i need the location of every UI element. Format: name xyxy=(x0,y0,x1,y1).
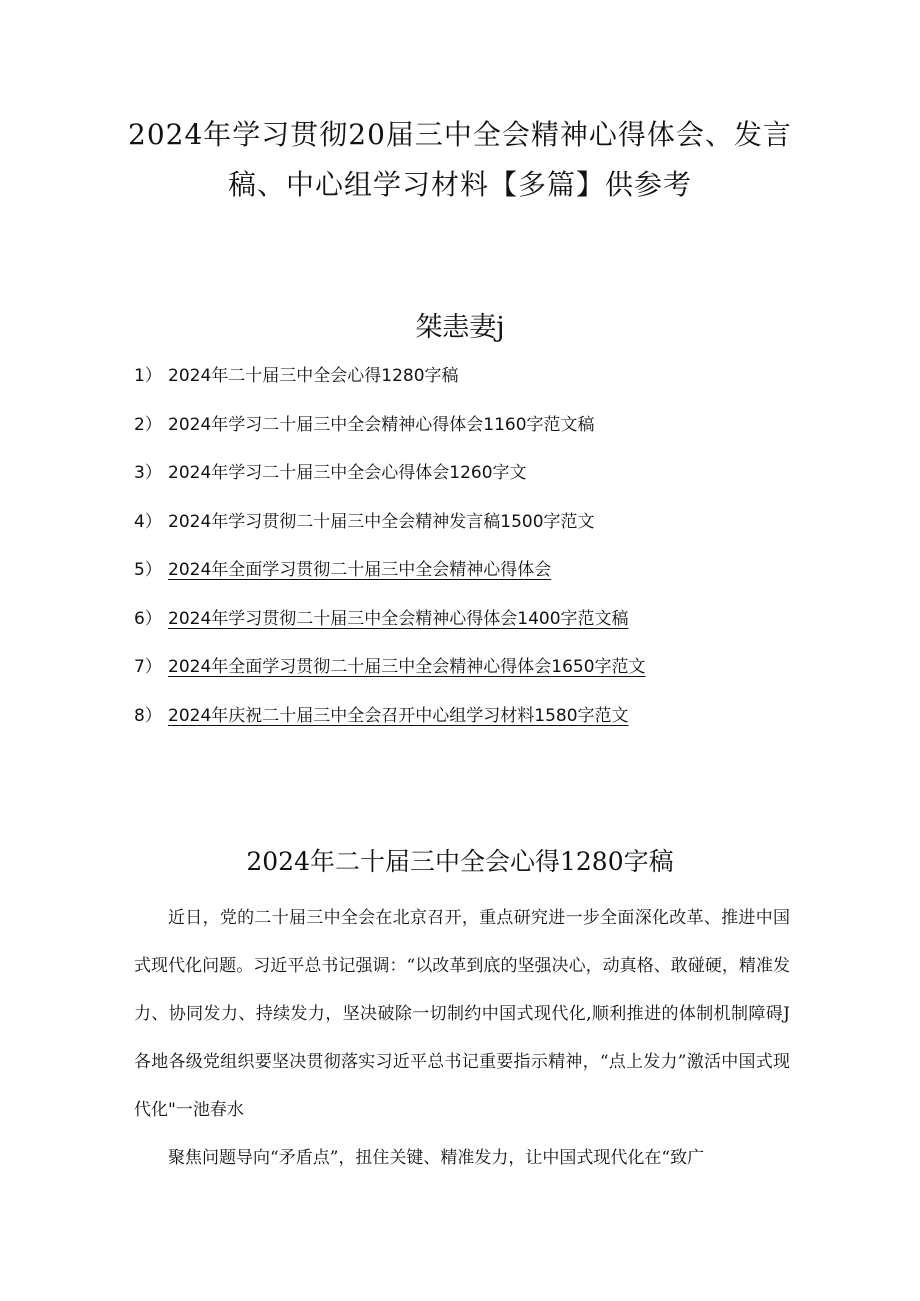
toc-item-text: 2024年二十届三中全会心得1280字稿 xyxy=(168,366,459,386)
document-title: 2024年学习贯彻20届三中全会精神心得体会、发言稿、中心组学习材料【多篇】供参考 xyxy=(128,118,792,201)
toc-item-text: 2024年学习二十届三中全会精神心得体会1160字范文稿 xyxy=(168,414,595,435)
toc-item-number: 7） xyxy=(134,657,162,677)
toc-item-number: 8） xyxy=(134,705,162,726)
toc-item-5[interactable] xyxy=(134,554,834,603)
toc-item-link[interactable]: 2024年学习贯彻二十届三中全会精神心得体会1400字范文稿 xyxy=(168,608,629,629)
toc-item-number: 5） xyxy=(134,560,162,580)
toc-item-4 xyxy=(134,506,834,555)
toc-item-2 xyxy=(134,409,834,458)
toc-item-number: 4） xyxy=(134,511,162,532)
toc-item-text: 2024年学习贯彻二十届三中全会精神发言稿1500字范文 xyxy=(168,511,595,532)
toc-item-link[interactable]: 2024年庆祝二十届三中全会召开中心组学习材料1580字范文 xyxy=(168,705,629,726)
toc-item-number: 2） xyxy=(134,414,162,435)
body-paragraph-1: 近日，党的二十届三中全会在北京召开，重点研究进一步全面深化改革、推进中国式现代化问题。习近平总书记强调：“以改革到底的坚强决心，动真格、敢碰硬，精准发力、协同发力、持续发力，坚决破除一切制约中国式现代化,顺利推进的体制机制障碍J各地各级党组织要坚决贯彻落实习近平总书记重要指示精神，“点上发力”激活中国式现代化"一池春水 xyxy=(134,908,790,1120)
toc-heading: 桀恚妻j xyxy=(415,312,505,343)
toc-item-3 xyxy=(134,457,834,506)
toc-item-number: 3） xyxy=(134,463,162,483)
section-title: 2024年二十届三中全会心得1280字稿 xyxy=(246,847,674,876)
toc-item-1 xyxy=(134,360,834,409)
toc-item-link[interactable]: 2024年全面学习贯彻二十届三中全会精神心得体会1650字范文 xyxy=(168,657,646,677)
table-of-contents xyxy=(134,360,834,748)
toc-item-7[interactable] xyxy=(134,651,834,700)
toc-item-number: 6） xyxy=(134,608,162,629)
toc-item-link[interactable]: 2024年全面学习贯彻二十届三中全会精神心得体会 xyxy=(168,560,552,580)
toc-item-number: 1） xyxy=(134,366,162,386)
toc-item-text: 2024年学习二十届三中全会心得体会1260字文 xyxy=(168,463,527,483)
toc-item-8[interactable] xyxy=(134,700,834,749)
body-paragraph-2: 聚焦问题导向“矛盾点”，扭住关键、精准发力，让中国式现代化在“致广 xyxy=(168,1148,705,1168)
section-body xyxy=(134,894,790,1182)
toc-item-6[interactable] xyxy=(134,603,834,652)
